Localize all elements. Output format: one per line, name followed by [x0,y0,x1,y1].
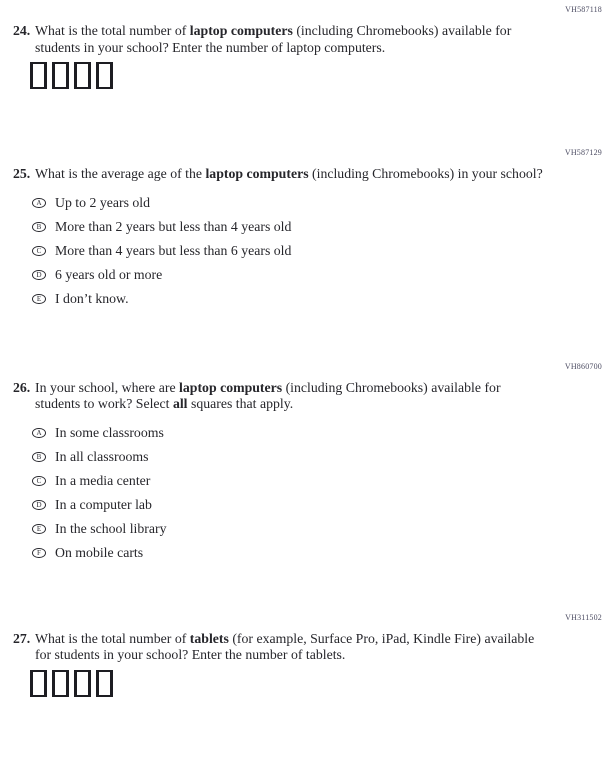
prompt-segment: In your school, where are [35,379,180,395]
prompt-bold-segment: all [172,396,188,411]
number-entry-box[interactable] [30,62,47,89]
answer-option[interactable] [32,195,602,211]
option-letter-bubble[interactable] [32,476,46,487]
answer-options [32,195,602,307]
option-letter: D [36,270,42,279]
option-letter-bubble[interactable] [32,198,46,209]
prompt-bold-segment: laptop computers [189,23,293,38]
question-accession-code: VH587129 [564,148,602,157]
prompt-bold-segment: laptop computers [205,166,309,181]
question-number: 24. [13,23,31,38]
number-entry-boxes [30,670,602,697]
prompt-segment: What is the average age of the [35,166,206,181]
question-prompt [35,631,543,664]
option-letter-bubble[interactable] [32,428,46,439]
option-letter-bubble[interactable] [32,294,46,305]
option-label: 6 years old or more [55,266,163,282]
option-label: I don’t know. [55,290,129,306]
question-block [13,5,602,89]
option-letter-bubble[interactable] [32,524,46,535]
question-block [13,148,602,307]
option-letter: D [36,500,42,509]
option-letter-bubble[interactable] [32,246,46,257]
option-letter: C [36,246,42,255]
prompt-segment: (including Chromebooks) available for students to work? Select [35,379,501,411]
option-letter: B [36,452,42,461]
question-accession-code: VH311502 [565,612,602,622]
question-prompt [35,380,543,413]
answer-option[interactable] [32,497,602,513]
number-entry-box[interactable] [52,670,69,697]
prompt-bold-segment: laptop computers [179,379,283,395]
prompt-segment: squares that apply. [187,396,294,411]
answer-options [32,425,602,561]
question-row [13,23,602,56]
answer-option[interactable] [32,243,602,259]
question-number: 25. [13,166,31,181]
option-label: More than 2 years but less than 4 years old [55,218,292,234]
number-entry-boxes [30,62,602,89]
question-number: 27. [13,630,31,646]
option-label: In all classrooms [55,448,149,464]
question-number: 26. [13,379,31,395]
number-entry-box[interactable] [30,670,47,697]
option-letter: F [37,548,41,557]
option-label: In the school library [55,520,167,536]
option-label: In a computer lab [55,496,152,512]
answer-option[interactable] [32,219,602,235]
answer-option[interactable] [32,473,602,489]
answer-option[interactable] [32,291,602,307]
prompt-segment: (including Chromebooks) in your school? [308,166,543,181]
option-letter-bubble[interactable] [32,500,46,511]
option-letter-bubble[interactable] [32,452,46,463]
number-entry-box[interactable] [74,62,91,89]
prompt-segment: (including Chromebooks) available for students in your school? Enter the number of laptop computers. [35,23,512,55]
answer-option[interactable] [32,545,602,561]
prompt-segment: What is the total number of [35,23,190,38]
option-letter: B [36,222,42,231]
question-accession-code: VH587118 [565,5,602,14]
option-label: Up to 2 years old [55,194,151,210]
option-letter: A [36,428,42,437]
option-letter: E [36,294,42,303]
option-letter-bubble[interactable] [32,548,46,559]
number-entry-box[interactable] [74,670,91,697]
question-block [13,362,602,561]
question-row [13,166,602,183]
option-letter-bubble[interactable] [32,222,46,233]
number-entry-box[interactable] [52,62,69,89]
answer-option[interactable] [32,449,602,465]
question-row [13,631,602,664]
question-block [13,613,602,697]
question-row [13,380,602,413]
answer-option[interactable] [32,267,602,283]
number-entry-box[interactable] [96,670,113,697]
option-letter: C [36,476,42,485]
prompt-bold-segment: tablets [189,630,229,646]
option-label: On mobile carts [55,544,144,560]
option-letter: E [36,524,42,533]
option-letter-bubble[interactable] [32,270,46,281]
option-letter: A [36,198,42,207]
prompt-segment: (for example, Surface Pro, iPad, Kindle Fire) available for students in your school? Enter the number of tablets. [35,630,535,662]
option-label: More than 4 years but less than 6 years old [55,242,292,258]
question-prompt [35,23,543,56]
number-entry-box[interactable] [96,62,113,89]
question-prompt [35,166,543,183]
prompt-segment: What is the total number of [35,630,190,646]
option-label: In a media center [55,472,151,488]
question-accession-code: VH860700 [564,361,602,371]
answer-option[interactable] [32,425,602,441]
option-label: In some classrooms [55,424,164,440]
answer-option[interactable] [32,521,602,537]
